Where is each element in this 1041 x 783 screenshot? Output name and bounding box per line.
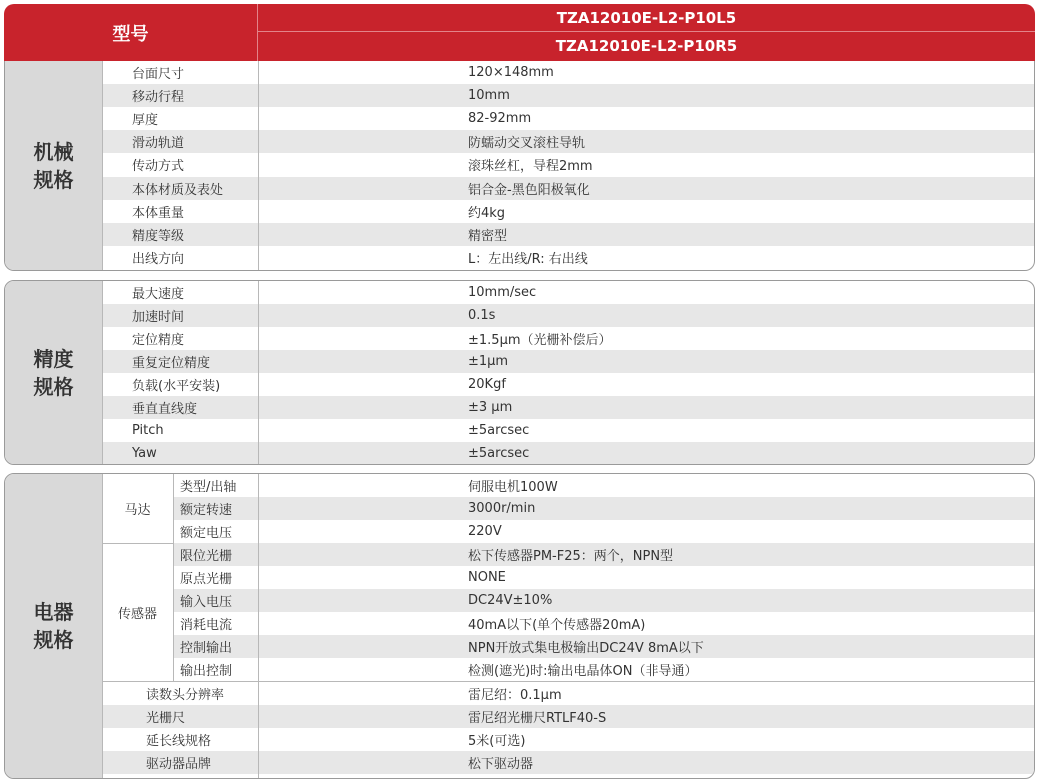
spec-value: 雷尼绍光栅尺RTLF40-S [468,711,607,726]
table-row [102,373,1034,396]
spec-value: ±1.5μm（光栅补偿后） [468,333,612,348]
spec-name: 驱动器品牌 [146,757,212,772]
spec-name: 传动方式 [132,159,185,175]
spec-name: 限位光栅 [180,549,233,564]
column-divider [258,474,259,779]
spec-value: 10mm [468,88,510,104]
table-row [173,566,1034,589]
model-label: 型号 [112,23,149,45]
table-row [102,130,1034,153]
spec-name: 滑动轨道 [132,136,185,152]
spec-value: ±5arcsec [468,423,530,438]
spec-name: 延长线规格 [146,734,212,749]
spec-value: 伺服电机100W [468,480,558,495]
table-row [102,682,1034,705]
table-row [102,442,1034,465]
spec-name: 输入电压 [180,595,233,610]
spec-name: 定位精度 [132,333,185,348]
table-row [173,474,1034,497]
table-row [102,396,1034,419]
spec-value: 松下传感器PM-F25：两个，NPN型 [468,549,674,564]
electrical-spec-title [5,474,102,778]
spec-value: 82-92mm [468,111,532,127]
table-row [102,177,1034,200]
spec-value: 防蠕动交叉滚柱导轨 [468,136,586,152]
spec-value: L：左出线/R: 右出线 [468,251,588,267]
spec-value: 松下驱动器 [468,757,534,772]
column-divider [102,61,103,271]
spec-value: 精密型 [468,228,508,244]
motor-group-label: 马达 [124,503,151,518]
spec-value: 约4kg [468,205,506,221]
table-row [102,350,1034,373]
column-divider [173,474,174,681]
spec-value: 雷尼绍：0.1μm [468,688,562,703]
sensor-group-label: 传感器 [117,606,157,622]
table-row [102,107,1034,130]
spec-value: ±1μm [468,354,509,369]
spec-value: DC24V±10% [468,593,553,608]
column-divider [258,61,259,271]
spec-name: 光栅尺 [146,711,186,726]
mechanical-spec-section [4,61,1035,271]
spec-name: 重复定位精度 [132,356,211,371]
spec-value: NONE [468,570,506,585]
table-row [102,84,1034,107]
spec-value: 20Kgf [468,377,506,392]
spec-name: 负载(水平安装) [132,379,221,394]
spec-value: 铝合金-黑色阳极氧化 [468,182,590,198]
spec-value: 10mm/sec [468,285,537,300]
column-divider [258,281,259,465]
spec-name: 消耗电流 [180,618,233,633]
spec-value: 3000r/min [468,501,536,516]
table-row [102,705,1034,728]
table-row [173,612,1034,635]
spec-name: 出线方向 [132,251,185,267]
spec-value: ±3 μm [468,400,513,415]
table-row [173,635,1034,658]
spec-value: 5米(可选) [468,734,526,749]
section-title-text: 机械 规格 [33,139,74,192]
spec-value: ±5arcsec [468,446,530,461]
column-divider [102,474,103,779]
spec-name: 厚度 [132,113,159,129]
table-row [173,543,1034,566]
model-number-2: TZA12010E-L2-P10R5 [555,36,738,55]
spec-name: 本体材质及表处 [132,182,224,198]
table-row [102,751,1034,774]
spec-name: 输出控制 [180,664,233,679]
spec-name: 原点光栅 [180,572,233,587]
spec-name: 精度等级 [132,228,185,244]
spec-value: 220V [468,524,502,539]
spec-name: 类型/出轴 [180,480,237,495]
table-row [102,327,1034,350]
spec-name: 最大速度 [132,287,185,302]
spec-value: 120×148mm [468,65,554,81]
electrical-spec-section [4,473,1035,779]
table-row [102,728,1034,751]
table-row [102,304,1034,327]
spec-value: 0.1s [468,308,496,323]
table-row [173,497,1034,520]
table-row [102,281,1034,304]
section-title-text: 电器 规格 [33,600,74,652]
spec-name: 移动行程 [132,90,185,106]
precision-spec-title [5,281,102,464]
mechanical-spec-title [5,61,102,270]
spec-name: 控制输出 [180,641,233,656]
table-row [173,520,1034,543]
table-row [102,61,1034,84]
section-title-text: 精度 规格 [33,346,74,399]
column-divider [102,281,103,465]
table-row [102,246,1034,269]
table-row [173,658,1034,681]
table-row [102,223,1034,246]
spec-name: 额定电压 [180,526,233,541]
spec-value: 40mA以下(单个传感器20mA) [468,618,646,633]
spec-name: 台面尺寸 [132,67,185,83]
spec-name: Pitch [132,423,164,438]
spec-name: 额定转速 [180,503,233,518]
spec-name: 本体重量 [132,205,185,221]
spec-value: 检测(遮光)时:输出电晶体ON（非导通） [468,664,698,679]
precision-spec-section [4,280,1035,465]
spec-name: 垂直直线度 [132,402,198,417]
table-row [102,153,1034,176]
spec-value: 滚珠丝杠，导程2mm [468,159,593,175]
spec-name: Yaw [132,446,157,461]
spec-name: 加速时间 [132,310,185,325]
table-row [173,589,1034,612]
table-row [102,419,1034,442]
spec-value: NPN开放式集电极输出DC24V 8mA以下 [468,641,704,656]
table-row [102,200,1034,223]
model-number-1: TZA12010E-L2-P10L5 [556,8,737,27]
spec-name: 读数头分辨率 [146,688,225,703]
